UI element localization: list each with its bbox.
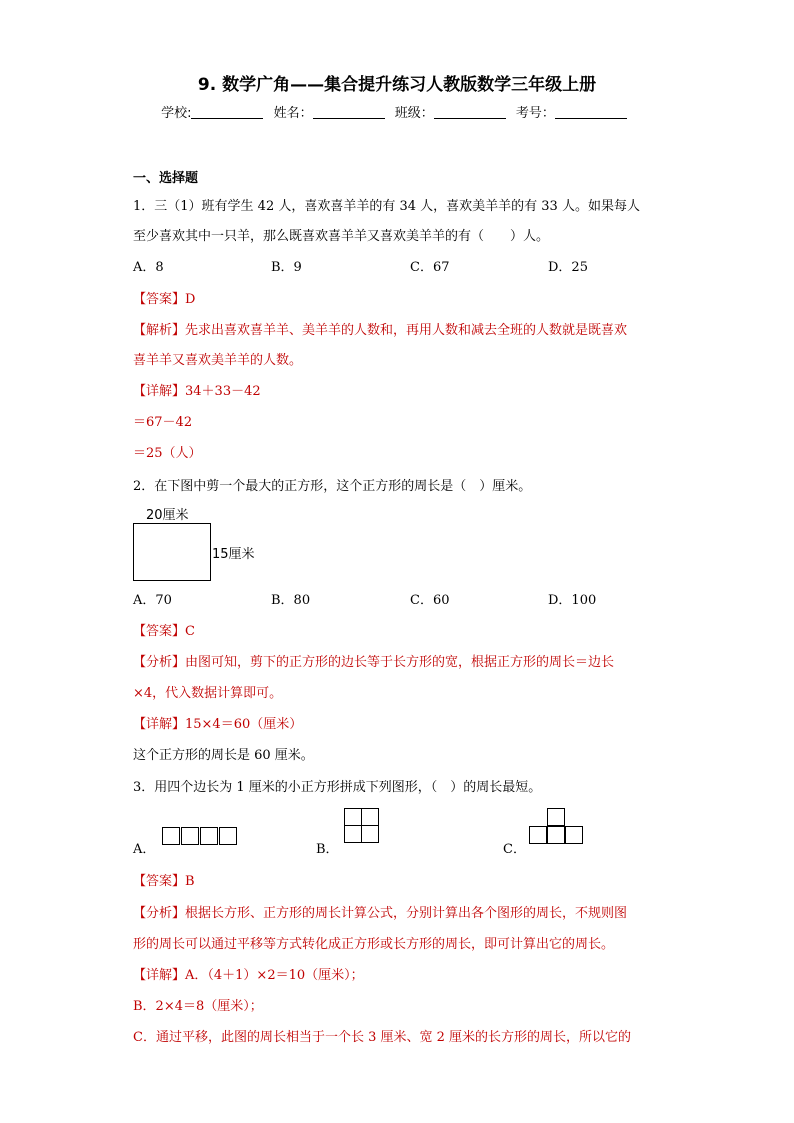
class-blank[interactable] bbox=[434, 106, 506, 119]
q2-option-a: A．70 bbox=[133, 593, 172, 608]
q3-analysis-line2: 形的周长可以通过平移等方式转化成正方形或长方形的周长，即可计算出它的周长。 bbox=[133, 937, 615, 952]
class-label: 班级： bbox=[394, 106, 434, 121]
q3-option-c-label: C． bbox=[503, 842, 526, 857]
figure-b-square bbox=[361, 808, 379, 826]
q1-detail-line1: 【详解】34＋33－42 bbox=[133, 384, 261, 399]
figure-c-square bbox=[547, 826, 565, 844]
q2-option-d: D．100 bbox=[548, 593, 597, 608]
q3-option-a-label: A． bbox=[133, 842, 156, 857]
q1-option-b: B．9 bbox=[271, 260, 302, 275]
q1-option-d: D．25 bbox=[548, 260, 588, 275]
q2-analysis-line1: 【分析】由图可知，剪下的正方形的边长等于长方形的宽，根据正方形的周长＝边长 bbox=[133, 655, 615, 670]
figure-c-square bbox=[529, 826, 547, 844]
figure-b-square bbox=[344, 825, 362, 843]
q1-answer: 【答案】D bbox=[133, 292, 196, 307]
school-blank[interactable] bbox=[191, 106, 263, 119]
q2-conclusion: 这个正方形的周长是 60 厘米。 bbox=[133, 748, 314, 763]
q2-rectangle bbox=[133, 523, 211, 581]
figure-c-square bbox=[547, 808, 565, 826]
number-label: 考号： bbox=[515, 106, 555, 121]
q3-analysis-line1: 【分析】根据长方形、正方形的周长计算公式，分别计算出各个图形的周长，不规则图 bbox=[133, 906, 628, 921]
q1-option-a: A．8 bbox=[133, 260, 164, 275]
figure-a-square bbox=[162, 827, 180, 845]
q3-detail-line3: C．通过平移，此图的周长相当于一个长 3 厘米、宽 2 厘米的长方形的周长，所以它的 bbox=[133, 1030, 632, 1045]
number-blank[interactable] bbox=[555, 106, 627, 119]
figure-c-square bbox=[565, 826, 583, 844]
student-info-line bbox=[0, 102, 794, 121]
q3-text-line1: 3．用四个边长为 1 厘米的小正方形拼成下列图形，（ ）的周长最短。 bbox=[133, 780, 542, 795]
q3-detail-line1: 【详解】A．（4＋1）×2＝10（厘米）； bbox=[133, 968, 364, 983]
name-blank[interactable] bbox=[313, 106, 385, 119]
q3-answer: 【答案】B bbox=[133, 874, 195, 889]
section-heading: 一、选择题 bbox=[133, 171, 199, 186]
q2-width-label: 20厘米 bbox=[146, 508, 189, 523]
q2-answer: 【答案】C bbox=[133, 624, 195, 639]
q3-option-b-label: B． bbox=[316, 842, 339, 857]
figure-a-square bbox=[219, 827, 237, 845]
figure-a-square bbox=[200, 827, 218, 845]
q2-analysis-line2: ×4，代入数据计算即可。 bbox=[133, 686, 283, 701]
school-label: 学校: bbox=[161, 106, 192, 121]
q1-text-line2: 至少喜欢其中一只羊，那么既喜欢喜羊羊又喜欢美羊羊的有（ ）人。 bbox=[133, 229, 550, 244]
q1-detail-line2: ＝67－42 bbox=[133, 415, 193, 430]
name-label: 姓名： bbox=[273, 106, 313, 121]
q2-text-line1: 2．在下图中剪一个最大的正方形，这个正方形的周长是（ ）厘米。 bbox=[133, 479, 532, 494]
page-title: 9. 数学广角——集合提升练习人教版数学三年级上册 bbox=[197, 75, 597, 95]
q1-option-c: C．67 bbox=[410, 260, 450, 275]
q1-detail-line3: ＝25（人） bbox=[133, 446, 202, 461]
q3-detail-line2: B．2×4＝8（厘米）； bbox=[133, 999, 263, 1014]
q2-height-label: 15厘米 bbox=[212, 547, 255, 562]
q2-option-b: B．80 bbox=[271, 593, 311, 608]
q1-text-line1: 1．三（1）班有学生 42 人，喜欢喜羊羊的有 34 人，喜欢美羊羊的有 33 人。如果每人 bbox=[133, 199, 640, 214]
q2-option-c: C．60 bbox=[410, 593, 450, 608]
q2-detail-line1: 【详解】15×4＝60（厘米） bbox=[133, 717, 303, 732]
figure-a-square bbox=[181, 827, 199, 845]
figure-b-square bbox=[344, 808, 362, 826]
q1-analysis-line1: 【解析】先求出喜欢喜羊羊、美羊羊的人数和，再用人数和减去全班的人数就是既喜欢 bbox=[133, 323, 628, 338]
q1-analysis-line2: 喜羊羊又喜欢美羊羊的人数。 bbox=[133, 353, 303, 368]
figure-b-square bbox=[361, 825, 379, 843]
